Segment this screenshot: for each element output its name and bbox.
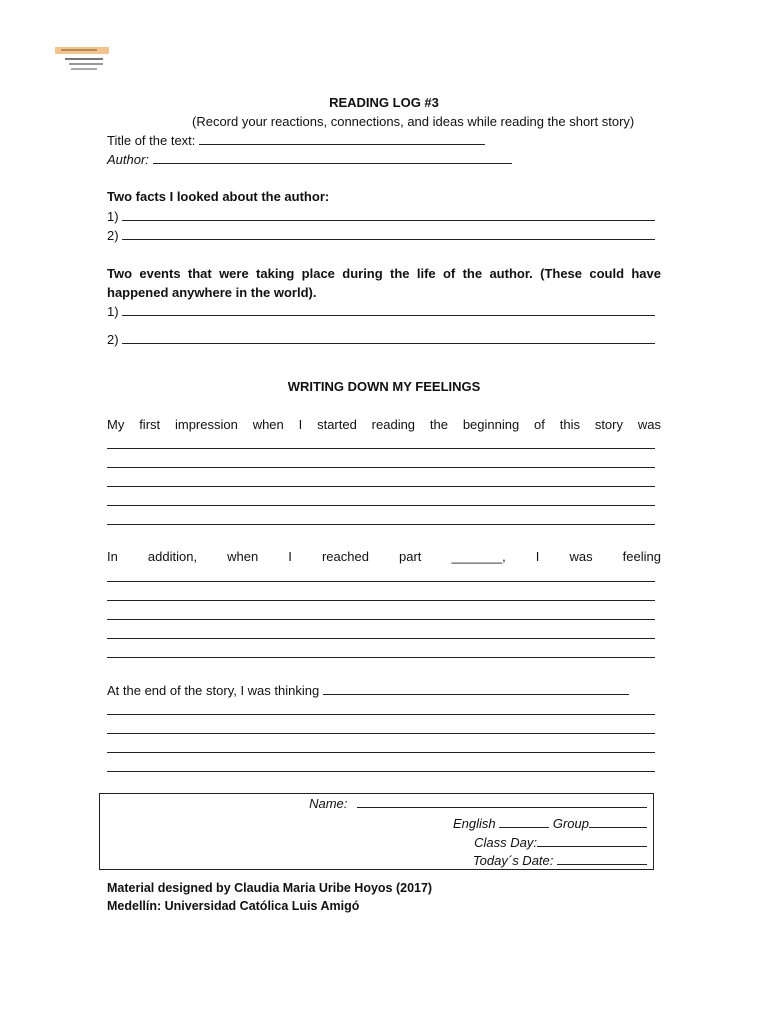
english-blank[interactable] bbox=[499, 815, 549, 828]
writing-line[interactable] bbox=[107, 619, 655, 620]
title-label: Title of the text: bbox=[107, 133, 196, 148]
footer-credit: Material designed by Claudia Maria Uribe Hoyos (2017) bbox=[107, 881, 433, 895]
prompt-word: was bbox=[569, 549, 593, 564]
prompt-word: I bbox=[535, 549, 540, 564]
footer-institution: Medellín: Universidad Católica Luis Amigó bbox=[107, 899, 360, 913]
prompt-word: feeling bbox=[622, 549, 661, 564]
prompt-word: In bbox=[107, 549, 118, 564]
class-day-blank[interactable] bbox=[537, 834, 647, 847]
writing-line[interactable] bbox=[107, 752, 655, 753]
writing-line[interactable] bbox=[107, 448, 655, 449]
event-blank-2[interactable] bbox=[122, 331, 655, 344]
prompt-word: beginning bbox=[462, 417, 520, 432]
event-blank-1[interactable] bbox=[122, 303, 655, 316]
fact-number-1: 1) bbox=[107, 209, 119, 224]
prompt-word: I bbox=[298, 417, 303, 432]
fact-item-2 bbox=[107, 227, 655, 244]
prompt-word: My bbox=[107, 417, 125, 432]
first-impression-prompt bbox=[107, 416, 661, 433]
writing-line[interactable] bbox=[107, 505, 655, 506]
author-blank[interactable] bbox=[153, 151, 512, 164]
addition-prompt bbox=[107, 548, 661, 565]
part-blank[interactable]: _______, bbox=[451, 549, 506, 564]
fact-number-2: 2) bbox=[107, 228, 119, 243]
fact-blank-2[interactable] bbox=[122, 227, 655, 240]
end-blank[interactable] bbox=[323, 682, 629, 695]
prompt-word: first bbox=[139, 417, 161, 432]
writing-line[interactable] bbox=[107, 771, 655, 772]
prompt-word: when bbox=[227, 549, 259, 564]
prompt-word: the bbox=[429, 417, 448, 432]
writing-line[interactable] bbox=[107, 638, 655, 639]
name-field bbox=[309, 795, 647, 812]
fact-blank-1[interactable] bbox=[122, 208, 655, 221]
group-label: Group bbox=[552, 816, 589, 831]
todays-date-field bbox=[473, 852, 647, 869]
author-field bbox=[107, 151, 512, 168]
writing-line[interactable] bbox=[107, 733, 655, 734]
event-number-2: 2) bbox=[107, 332, 119, 347]
writing-line[interactable] bbox=[107, 714, 655, 715]
english-label: English bbox=[452, 816, 496, 831]
prompt-word: story bbox=[594, 417, 623, 432]
prompt-word: reached bbox=[321, 549, 369, 564]
prompt-word: of bbox=[534, 417, 545, 432]
page-title: READING LOG #3 bbox=[329, 95, 439, 110]
events-heading-line-1: Two events that were taking place during the life of the author. (These could have bbox=[107, 266, 661, 281]
title-field bbox=[107, 132, 485, 149]
fact-item-1 bbox=[107, 208, 655, 225]
title-blank[interactable] bbox=[199, 132, 485, 145]
event-number-1: 1) bbox=[107, 304, 119, 319]
prompt-word: impression bbox=[174, 417, 238, 432]
name-blank[interactable] bbox=[357, 795, 647, 808]
class-day-field bbox=[474, 834, 647, 851]
events-heading-line-2: happened anywhere in the world). bbox=[107, 285, 317, 300]
writing-line[interactable] bbox=[107, 581, 655, 582]
feelings-heading: WRITING DOWN MY FEELINGS bbox=[287, 379, 481, 394]
end-prompt bbox=[107, 682, 629, 699]
todays-date-label: Today´s Date: bbox=[472, 853, 554, 868]
name-label: Name: bbox=[309, 796, 348, 811]
student-info-box bbox=[99, 793, 654, 870]
facts-heading: Two facts I looked about the author: bbox=[107, 189, 330, 204]
prompt-word: when bbox=[252, 417, 284, 432]
page-subtitle: (Record your reactions, connections, and ideas while reading the short story) bbox=[192, 114, 635, 129]
writing-line[interactable] bbox=[107, 467, 655, 468]
prompt-word: addition, bbox=[147, 549, 198, 564]
prompt-word: started bbox=[317, 417, 357, 432]
group-blank[interactable] bbox=[589, 815, 647, 828]
todays-date-blank[interactable] bbox=[557, 852, 647, 865]
writing-line[interactable] bbox=[107, 486, 655, 487]
author-label: Author: bbox=[107, 152, 149, 167]
prompt-word: reading bbox=[371, 417, 416, 432]
university-logo bbox=[55, 45, 111, 73]
prompt-word: part bbox=[399, 549, 422, 564]
prompt-word: I bbox=[288, 549, 292, 564]
prompt-word: this bbox=[559, 417, 580, 432]
end-prompt-label: At the end of the story, I was thinking bbox=[107, 683, 320, 698]
prompt-word: was bbox=[637, 417, 661, 432]
writing-line[interactable] bbox=[107, 600, 655, 601]
event-item-1 bbox=[107, 303, 655, 320]
writing-line[interactable] bbox=[107, 657, 655, 658]
event-item-2 bbox=[107, 331, 655, 348]
writing-line[interactable] bbox=[107, 524, 655, 525]
class-day-label: Class Day: bbox=[474, 835, 537, 850]
english-group-field bbox=[453, 815, 647, 832]
